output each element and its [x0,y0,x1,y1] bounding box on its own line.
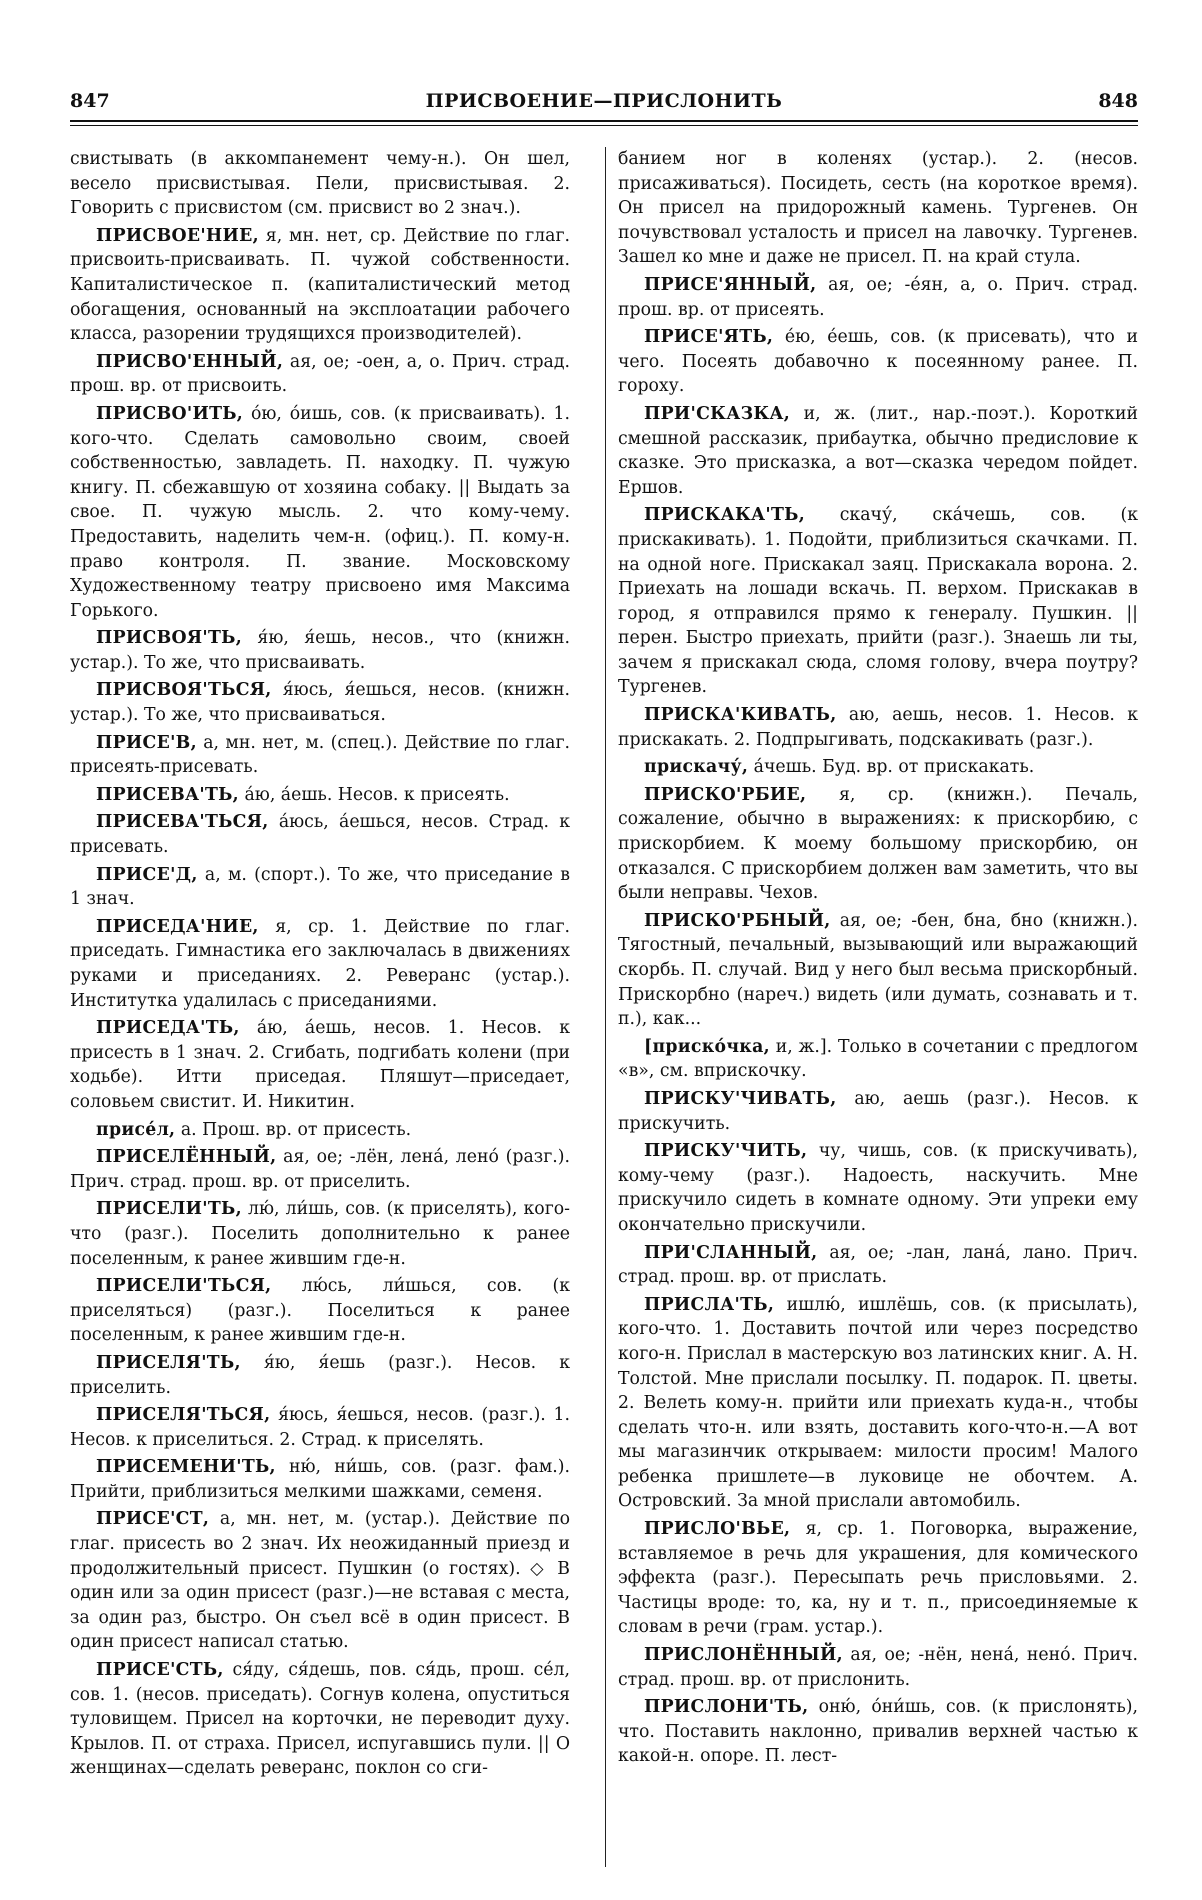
entry-definition: аю, аешь, несов. 1. Несов. к прискакать. 2. Подпрыгивать, подскакивать (разг.). [618,705,1144,750]
dictionary-entry [70,1658,576,1781]
dictionary-entry [70,1274,576,1348]
left-column [70,147,576,1867]
entry-definition: а́чешь. Буд. вр. от прискакать. [748,757,1035,778]
entry-headword: ПРИСЕДА'ТЬ, [96,1018,240,1039]
entry-definition: е́ю, е́ешь, сов. (к присевать), что и чего. Посеять добавочно к посеянному ранее. П. гороху. [618,327,1144,397]
entry-headword: ПРИСЕЛИ'ТЬСЯ, [96,1276,272,1297]
entry-headword: ПРИСЕ'ЯТЬ, [644,327,774,348]
dictionary-entry [70,915,576,1013]
entry-definition: я, ср. (книжн.). Печаль, сожаление, обычно в выражениях: к прискорбию, с прискорбием. К моему большому прискорбию, он отказался. С прискорбием должен вам заметить, что вы были неправы. Чехов. [618,784,1144,904]
entry-definition: а, мн. нет, м. (устар.). Действие по глаг. присесть во 2 знач. Их неожиданный приезд и продолжительный присест. Пушкин (о гостях). ◇ В один или за один присест (разг.)—не вставая с места, за один раз, быстро. Он съел всё в один присест. В один присест написал статью. [70,1509,576,1653]
entry-definition: ая, ое; -е́ян, а, о. Прич. страд. прош. вр. от присеять. [618,274,1144,320]
dictionary-entry [70,810,576,859]
dictionary-entry [618,1241,1144,1290]
entry-headword: ПРИСВО'ЕННЫЙ, [96,351,284,372]
page-number-left: 847 [70,90,110,112]
dictionary-entry [70,1455,576,1504]
dictionary-entry [618,755,1138,780]
dictionary-entry [70,1145,576,1194]
entry-definition: а́юсь, а́ешься, несов. Страд. к присевать. [70,812,576,858]
entry-definition: ая, ое; -оен, а, о. Прич. страд. прош. вр. от присвоить. [70,351,576,397]
dictionary-entry [70,783,570,808]
entry-definition: чу, чишь, сов. (к прискучивать), кому-чему (разг.). Надоесть, наскучить. Мне прискучило сидеть в комнате одному. Эти упреки ему окончательно прискучили. [618,1141,1144,1235]
page-title: ПРИСВОЕНИЕ—ПРИСЛОНИТЬ [425,90,783,112]
entry-definition: оню́, о́ни́шь, сов. (к прислонять), что. Поставить наклонно, привалив верхней частью к какой-н. опоре. П. лест- [618,1697,1144,1767]
dictionary-entry [70,863,576,912]
entry-definition: ая, ое; -бен, бна, бно (книжн.). Тягостный, печальный, вызывающий или выражающий скорбь. П. случай. Вид у него был весьма прискорбный. Прискорбно (нареч.) видеть (или думать, сознавать и т. п.), как... [618,910,1144,1030]
header-rule-thin [70,125,1138,126]
entry-headword: присе́л, [96,1119,176,1140]
dictionary-entry [70,1016,576,1114]
dictionary-entry [618,1293,1144,1514]
entry-headword: ПРИСЕЛЯ'ТЬСЯ, [96,1405,271,1426]
dictionary-entry [618,273,1144,322]
entry-definition: и, ж. (лит., нар.-поэт.). Короткий смешной рассказик, прибаутка, обычно предисловие к сказке. Это присказка, а вот—сказка чередом пойдет. Ершов. [618,403,1144,498]
entry-definition: я, мн. нет, ср. Действие по глаг. присвоить-присваивать. П. чужой собственности. Капиталистическое п. (капиталистический метод обогащения, основанный на эксплоатации рабочего класса, разорении трудящихся производителей). [70,225,576,345]
entry-headword: ПРИСЕМЕНИ'ТЬ, [96,1457,276,1478]
entry-definition: ишлю́, ишлёшь, сов. (к присылать), кого-что. 1. Доставить почтой или через посредство кого-н. Прислал в мастерскую воз латинских книг. А. Н. Толстой. Мне прислали посылку. П. подарок. П. цветы. 2. Велеть кому-н. прийти или приехать куда-н., чтобы сделать что-н. или взять, доставить кого-что-н.—А вот мы магазинчик открываем: милости просим! Малого ребенка пришлете—в луковице не обочтем. А. Островский. За мной прислали автомобиль. [618,1294,1144,1512]
entry-headword: ПРИСЕ'СТЬ, [96,1660,224,1681]
entry-definition: я́юсь, я́ешься, несов. (книжн. устар.). То же, что присваиваться. [70,680,576,726]
dictionary-entry [70,224,576,347]
entry-headword: ПРИСЛА'ТЬ, [644,1294,775,1315]
page-header [70,84,1138,118]
dictionary-entry [618,703,1144,752]
dictionary-entry [70,1118,570,1143]
entry-definition: я, ср. 1. Поговорка, выражение, вставляемое в речь для украшения, для комического эффекта (разг.). Пересыпать речь присловьями. 2. Частицы вроде: то, ка, ну и т. п., присоединяемые к словам в речи (грам. устар.). [618,1519,1144,1638]
dictionary-entry [70,1403,576,1452]
dictionary-entry [618,325,1144,399]
entry-headword: ПРИ'СЛАННЫЙ, [644,1242,818,1263]
entry-headword: [приско́чка, [644,1036,770,1057]
entry-headword: ПРИСЕ'ЯННЫЙ, [644,274,817,295]
entry-headword: ПРИСЛО'ВЬЕ, [644,1519,791,1540]
entry-definition: о́ю, о́ишь, сов. (к присваивать). 1. кого-что. Сделать самовольно своим, своей собственностью, завладеть. П. находку. П. чужую книгу. П. сбежавшую от хозяина собаку. || Выдать за свое. П. чужую мысль. 2. что кому-чему. Предоставить, наделить чем-н. (офиц.). П. кому-н. право контроля. П. звание. Московскому Художественному театру присвоено имя Максима Горького. [70,403,576,621]
entry-definition: ся́ду, ся́дешь, пов. ся́дь, прош. се́л, сов. 1. (несов. приседать). Согнув колена, опуститься туловищем. Присел на корточки, не переводит духу. Крылов. П. от страха. Присел, испугавшись пули. || О женщинах—сделать реверанс, поклон со сги- [70,1660,576,1779]
entry-headword: ПРИСЕВА'ТЬ, [96,784,239,805]
entry-headword: ПРИСЕЛЯ'ТЬ, [96,1352,241,1373]
entry-definition: ню́, ни́шь, сов. (разг. фам.). Прийти, приблизиться мелкими шажками, семеня. [70,1457,576,1502]
entry-headword: ПРИ'СКАЗКА, [644,403,791,424]
entry-headword: ПРИСКА'КИВАТЬ, [644,705,837,726]
entry-headword: ПРИСЕ'В, [96,732,197,753]
entry-definition: я́юсь, я́ешься, несов. (разг.). 1. Несов. к приселиться. 2. Страд. к приселять. [70,1405,576,1450]
dictionary-entry [70,626,576,675]
dictionary-entry [618,147,1144,270]
dictionary-entry [70,1507,576,1655]
entry-headword: ПРИСВО'ИТЬ, [96,403,244,424]
entry-definition: свистывать (в аккомпанемент чему-н.). Он шел, весело присвистывая. Пели, присвистывая. 2. Говорить с присвистом (см. присвист во 2 знач.). [70,149,576,219]
page-number-right: 848 [1098,90,1138,112]
entry-definition: я́ю, я́ешь, несов., что (книжн. устар.). То же, что присваивать. [70,628,576,673]
entry-definition: лю́сь, ли́шься, сов. (к приселяться) (разг.). Поселиться к ранее поселенным, к ранее жившим где-н. [70,1276,576,1346]
entry-headword: ПРИСЕЛЁННЫЙ, [96,1147,277,1168]
entry-definition: я́ю, я́ешь (разг.). Несов. к приселить. [70,1352,576,1398]
entry-headword: ПРИСВОЯ'ТЬСЯ, [96,680,272,701]
dictionary-entry [70,1197,576,1271]
entry-headword: ПРИСЕВА'ТЬСЯ, [96,812,269,833]
entry-headword: ПРИСЛОНИ'ТЬ, [644,1697,809,1718]
entry-definition: аю, аешь (разг.). Несов. к прискучить. [618,1088,1144,1134]
column-divider [605,147,606,1867]
dictionary-entry [618,1087,1144,1136]
dictionary-entry [618,1517,1144,1640]
entry-headword: ПРИСЕДА'НИЕ, [96,916,259,937]
entry-definition: а, м. (спорт.). То же, что приседание в 1 знач. [70,864,576,910]
entry-headword: ПРИСКО'РБНЫЙ, [644,910,831,931]
entry-definition: лю́, ли́шь, сов. (к приселять), кого-что (разг.). Поселить дополнительно к ранее поселенным, к ранее жившим где-н. [70,1199,576,1269]
entry-headword: ПРИСВОЕ'НИЕ, [96,225,259,246]
entry-headword: ПРИСКУ'ЧИТЬ, [644,1141,808,1162]
entry-headword: ПРИСКУ'ЧИВАТЬ, [644,1088,837,1109]
entry-headword: ПРИСЕ'СТ, [96,1509,210,1530]
dictionary-entry [618,1695,1144,1769]
entry-definition: ая, ое; -нён, нена́, нено́. Прич. страд. прош. вр. от прислонить. [618,1645,1144,1690]
dictionary-entry [70,731,576,780]
entry-definition: а́ю, а́ешь, несов. 1. Несов. к присесть в 1 знач. 2. Сгибать, подгибать колени (при ходьбе). Итти приседая. Пляшут—приседает, соловьем свистит. И. Никитин. [70,1018,576,1112]
dictionary-entry [70,147,576,221]
entry-headword: ПРИСЛОНЁННЫЙ, [644,1645,843,1666]
entry-headword: ПРИСЕ'Д, [96,864,198,885]
dictionary-entry [618,503,1144,700]
header-rule [70,120,1138,122]
dictionary-entry [618,1139,1144,1237]
dictionary-entry [618,909,1144,1032]
entry-definition: скачу́, ска́чешь, сов. (к прискакивать). 1. Подойти, приблизиться скачками. П. на одной ноге. Прискакал заяц. Прискакала ворона. 2. Приехать на лошади вскачь. П. верхом. Прискакав в город, я отправился прямо к генералу. Пушкин. || перен. Быстро приехать, прийти (разг.). Знаешь ли ты, зачем я прискакал сюда, сломя голову, вчера поутру? Тургенев. [618,505,1144,698]
entry-headword: прискачу́, [644,757,749,778]
dictionary-entry [618,1035,1144,1084]
dictionary-entry [70,402,576,623]
right-column [618,147,1144,1867]
entry-definition: а. Прош. вр. от присесть. [175,1119,412,1140]
entry-definition: а́ю, а́ешь. Несов. к присеять. [238,784,510,805]
entry-headword: ПРИСКАКА'ТЬ, [644,505,806,526]
entry-definition: ая, ое; -лан, лана́, лано. Прич. страд. прош. вр. от прислать. [618,1242,1144,1288]
entry-definition: я, ср. 1. Действие по глаг. приседать. Гимнастика его заключалась в движениях руками и приседаниях. 2. Реверанс (устар.). Институтка удалилась с приседаниями. [70,916,576,1011]
dictionary-entry [618,402,1144,500]
entry-definition: а, мн. нет, м. (спец.). Действие по глаг. присеять-присевать. [70,732,576,778]
entry-headword: ПРИСКО'РБИЕ, [644,784,807,805]
dictionary-entry [618,1643,1144,1692]
dictionary-entry [70,350,576,399]
dictionary-entry [70,1351,576,1400]
entry-headword: ПРИСВОЯ'ТЬ, [96,628,243,649]
entry-definition: и, ж.]. Только в сочетании с предлогом «в», см. вприскочку. [618,1036,1144,1082]
entry-definition: банием ног в коленях (устар.). 2. (несов. присаживаться). Посидеть, сесть (на короткое время). Он присел на придорожный камень. Тургенев. Он почувствовал усталость и присел на лавочку. Тургенев. Зашел ко мне и даже не присел. П. на край стула. [618,149,1144,268]
dictionary-entry [70,678,576,727]
entry-headword: ПРИСЕЛИ'ТЬ, [96,1199,242,1220]
entry-definition: ая, ое; -лён, лена́, лено́ (разг.). Прич. страд. прош. вр. от приселить. [70,1147,576,1192]
dictionary-entry [618,783,1144,906]
